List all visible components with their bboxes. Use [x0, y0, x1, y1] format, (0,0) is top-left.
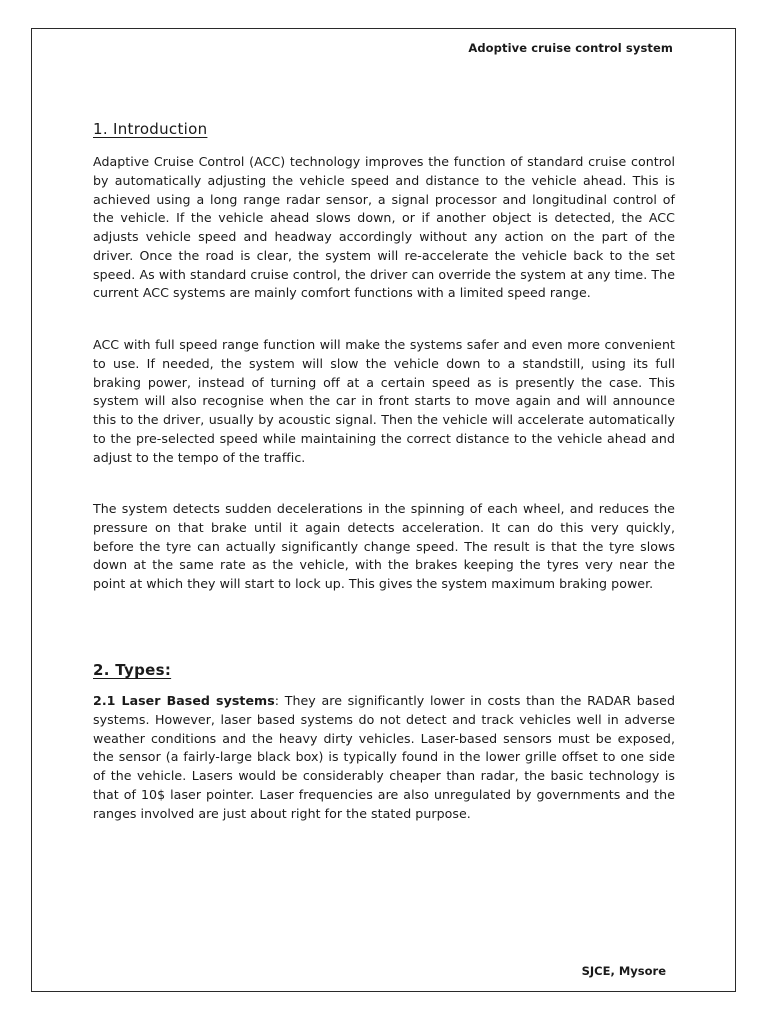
introduction-paragraph-1: Adaptive Cruise Control (ACC) technology improves the function of standard cruise control by automatically adjusting the vehicle speed and distance to the vehicle ahead. This is achieved using a long range radar sensor, a signal processor and longitudinal control of the vehicle. If the vehicle ahead slows down, or if another object is detected, the ACC adjusts vehicle speed and headway accordingly without any action on the part of the driver. Once the road is clear, the system will re-accelerate the vehicle back to the set speed. As with standard cruise control, the driver can override the system at any time. The current ACC systems are mainly comfort functions with a limited speed range. [93, 154, 675, 301]
section-heading-types: 2. Types: [93, 661, 172, 679]
laser-based-systems-text: They are significantly lower in costs than the RADAR based systems. However, laser based systems do not detect and track vehicles well in adverse weather conditions and the heavy dirty vehicles. Laser-based sensors must be exposed, the sensor (a fairly-large black box) is typically found in the lower grille offset to one side of the vehicle. Lasers would be considerably cheaper than radar, the basic technology is that of 10$ laser pointer. Laser frequencies are also unregulated by governments and the ranges involved are just about right for the stated purpose. [93, 693, 675, 821]
laser-based-systems-lead: 2.1 Laser Based systems [93, 693, 275, 708]
laser-based-systems-separator: : [274, 693, 280, 708]
introduction-paragraph-2: ACC with full speed range function will make the systems safer and even more convenient to use. If needed, the system will slow the vehicle down to a standstill, using its full braking power, instead of turning off at a certain speed as is presently the case. This system will also recognise when the car in front starts to move again and will announce this to the driver, usually by acoustic signal. Then the vehicle will accelerate automatically to the pre-selected speed while maintaining the correct distance to the vehicle ahead and adjust to the tempo of the traffic. [93, 337, 675, 465]
running-header: Adoptive cruise control system [468, 41, 673, 55]
laser-based-systems-paragraph [93, 692, 675, 823]
running-footer: SJCE, Mysore [581, 964, 666, 978]
introduction-paragraph-3: The system detects sudden decelerations in the spinning of each wheel, and reduces the pressure on that brake until it again detects acceleration. It can do this very quickly, before the tyre can actually significantly change speed. The result is that the tyre slows down at the same rate as the vehicle, with the brakes keeping the tyres very near the point at which they will start to lock up. This gives the system maximum braking power. [93, 501, 675, 591]
section-heading-introduction: 1. Introduction [93, 120, 208, 138]
